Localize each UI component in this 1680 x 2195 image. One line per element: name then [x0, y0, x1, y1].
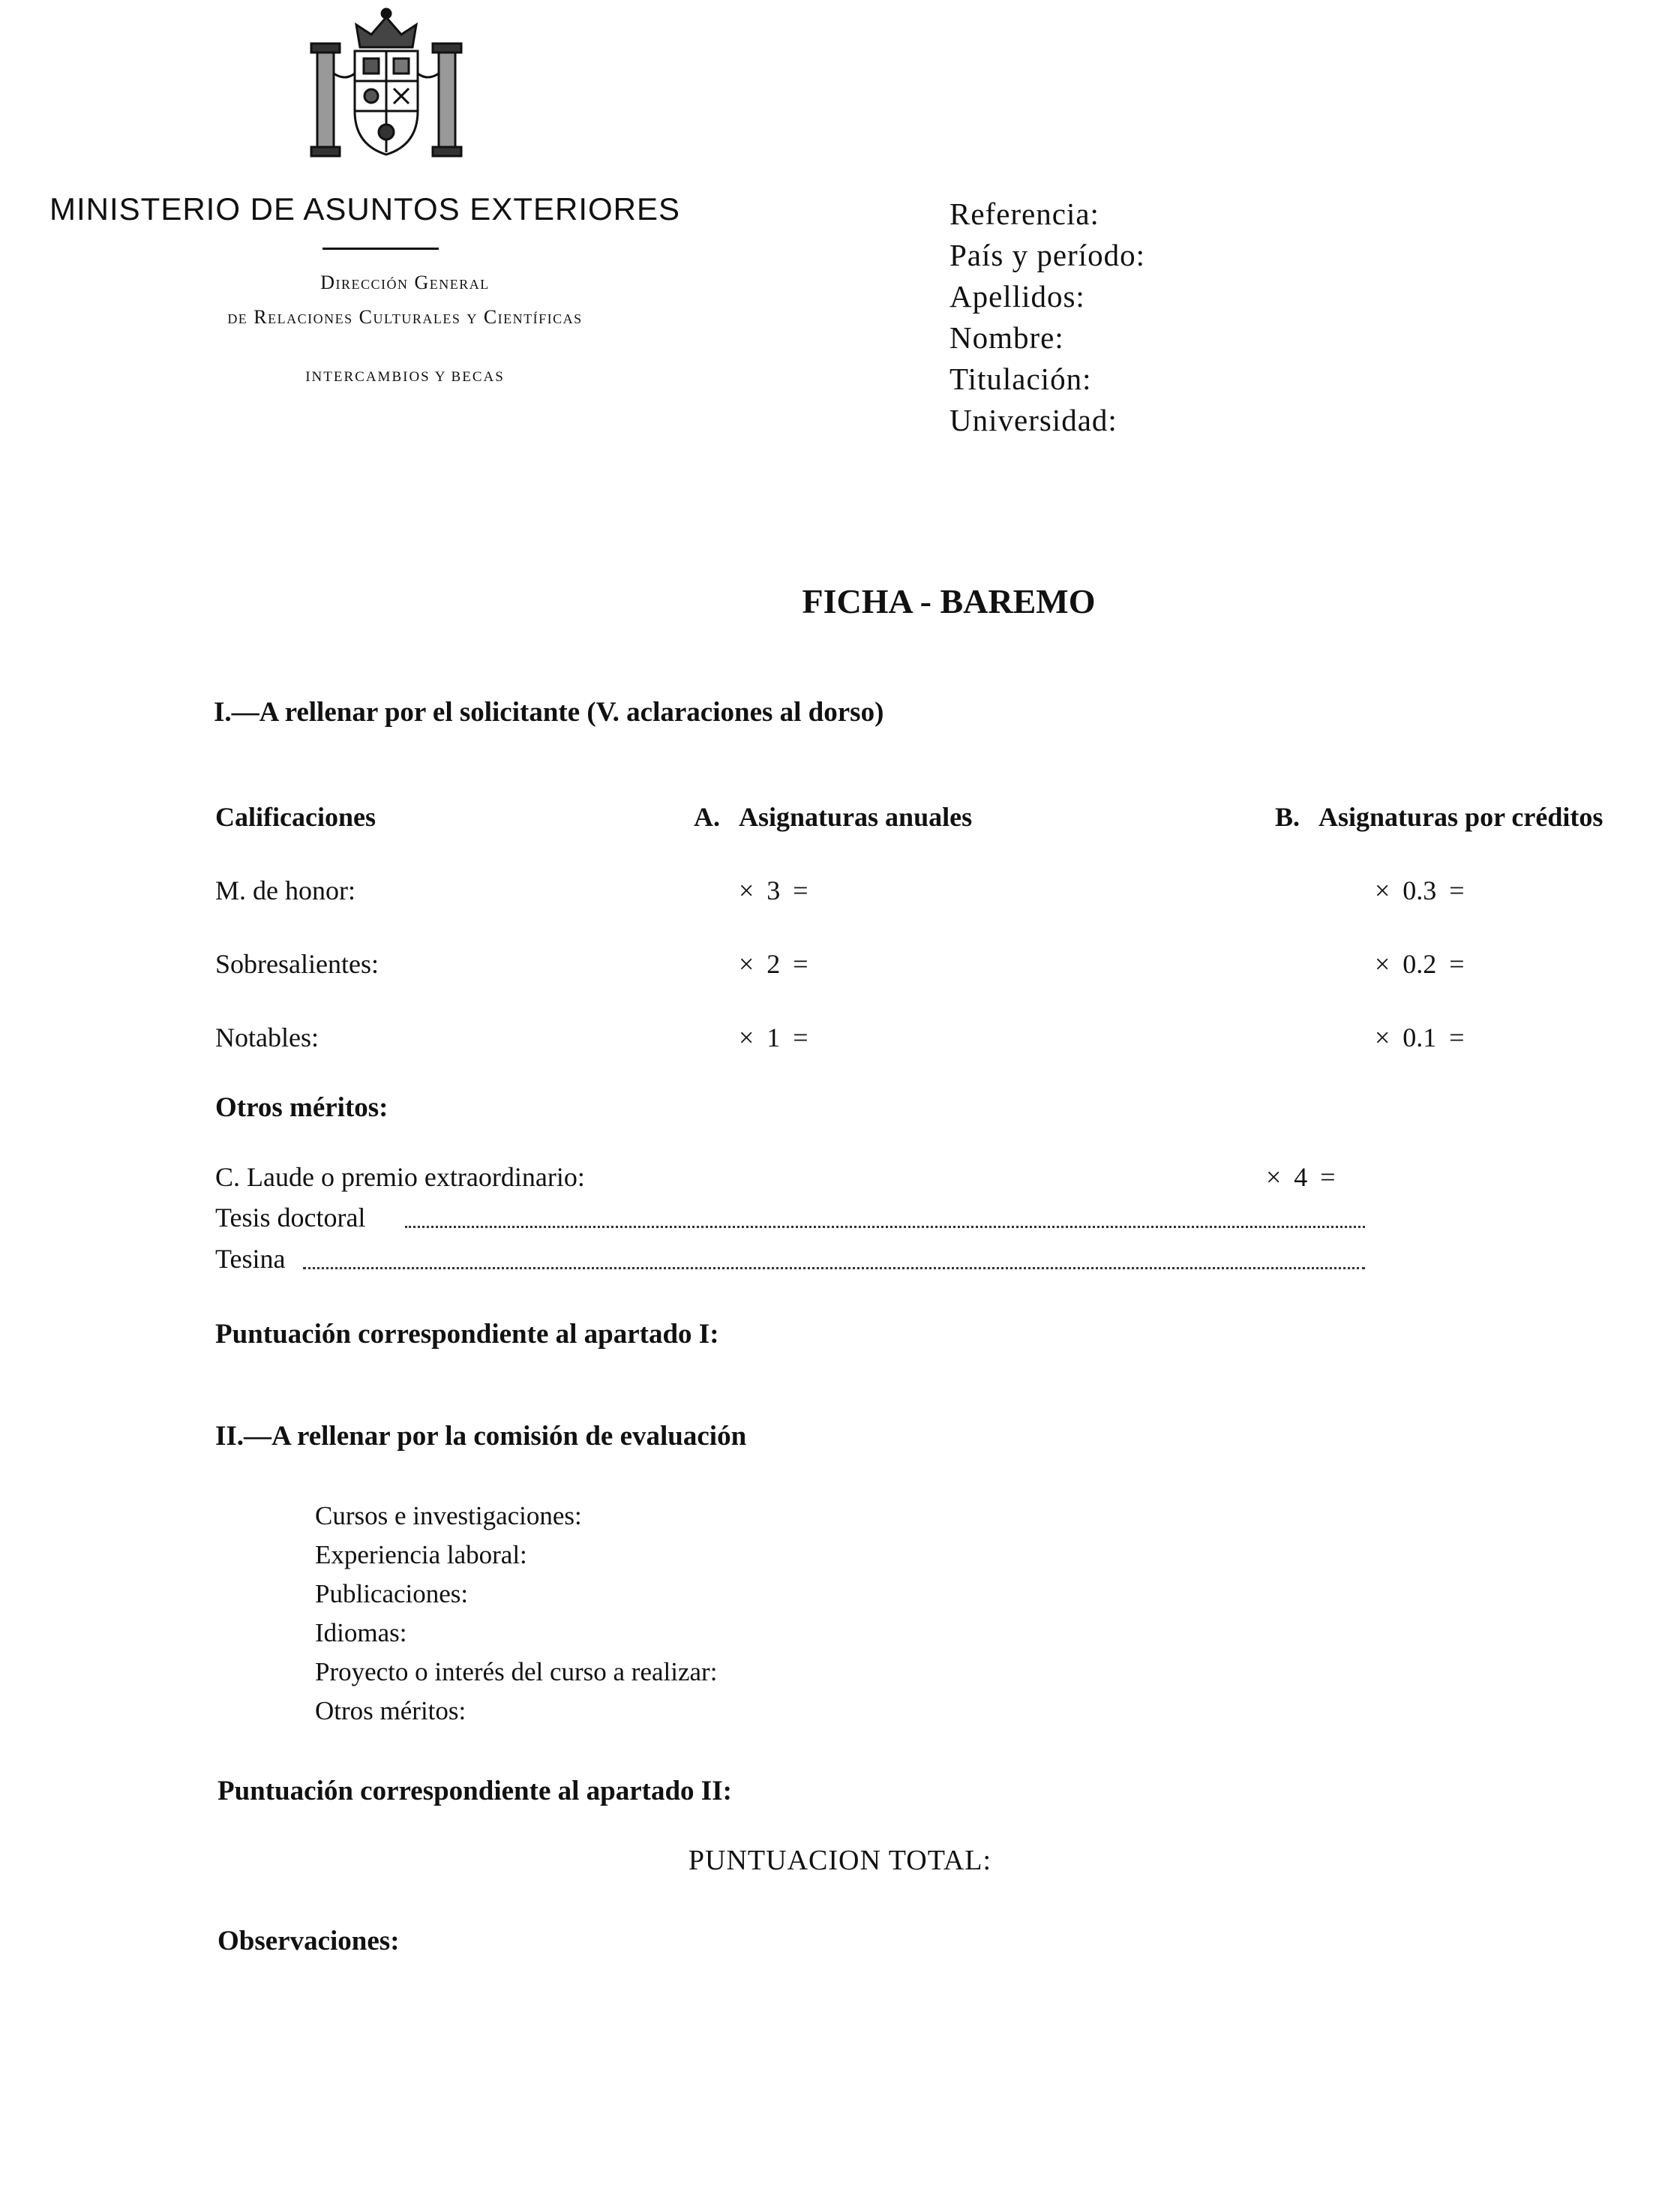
notable-label: Notables: [215, 1022, 319, 1052]
reference-field: Referencia: [950, 197, 1100, 231]
tesina-label: Tesina [215, 1244, 286, 1274]
name-field: Nombre: [950, 320, 1064, 355]
outstanding-multiplier-a: × 2 = [739, 949, 808, 979]
outstanding-label: Sobresalientes: [215, 949, 379, 979]
honor-multiplier-a: × 3 = [739, 875, 808, 905]
grades-column-header: Calificaciones [215, 802, 376, 832]
ministry-name: MINISTERIO DE ASUNTOS EXTERIORES [50, 191, 681, 227]
honor-multiplier-b: × 0.3 = [1375, 875, 1465, 905]
direction-line-3: INTERCAMBIOS Y BECAS [305, 369, 505, 385]
list-item: Proyecto o interés del curso a realizar: [315, 1657, 718, 1686]
credit-subjects-column-header: B. Asignaturas por créditos [1275, 802, 1604, 832]
surnames-field: Apellidos: [950, 279, 1085, 314]
list-item: Otros méritos: [315, 1696, 466, 1725]
honor-label: M. de honor: [215, 875, 356, 905]
list-item: Cursos e investigaciones: [315, 1501, 582, 1530]
section-1-score-label: Puntuación correspondiente al apartado I: [215, 1319, 719, 1350]
section-2-heading: II.—A rellenar por la comisión de evaluación [215, 1421, 747, 1452]
section-2-score-label: Puntuación correspondiente al apartado II: [218, 1776, 732, 1806]
other-merits-heading: Otros méritos: [215, 1092, 388, 1123]
direction-line-2: de Relaciones Culturales y Científicas [227, 306, 583, 328]
thesis-dotted-line [405, 1226, 1365, 1228]
notable-multiplier-a: × 1 = [739, 1022, 808, 1052]
page-title: FICHA - BAREMO [802, 582, 1096, 620]
country-period-field: País y período: [950, 238, 1145, 272]
degree-field: Titulación: [950, 362, 1092, 396]
annual-subjects-column-header: A. Asignaturas anuales [694, 802, 973, 832]
coat-of-arms-logo [296, 6, 476, 164]
thesis-label: Tesis doctoral [215, 1203, 366, 1233]
tesina-dotted-line [303, 1267, 1365, 1269]
list-item: Publicaciones: [315, 1579, 469, 1608]
list-item: Idiomas: [315, 1618, 407, 1647]
notable-multiplier-b: × 0.1 = [1375, 1022, 1465, 1052]
list-item: Experiencia laboral: [315, 1540, 527, 1569]
evaluation-items [315, 1497, 717, 1731]
outstanding-multiplier-b: × 0.2 = [1375, 949, 1465, 979]
university-field: Universidad: [950, 403, 1118, 437]
total-score-label: PUNTUACION TOTAL: [688, 1845, 992, 1876]
laude-label: C. Laude o premio extraordinario: [215, 1162, 585, 1192]
laude-multiplier: × 4 = [1266, 1162, 1336, 1192]
observations-label: Observaciones: [218, 1926, 400, 1956]
section-1-heading: I.—A rellenar por el solicitante (V. aclaraciones al dorso) [214, 697, 884, 728]
divider [322, 248, 439, 250]
reference-block [950, 194, 1145, 441]
direction-line-1: Dirección General [320, 272, 490, 293]
